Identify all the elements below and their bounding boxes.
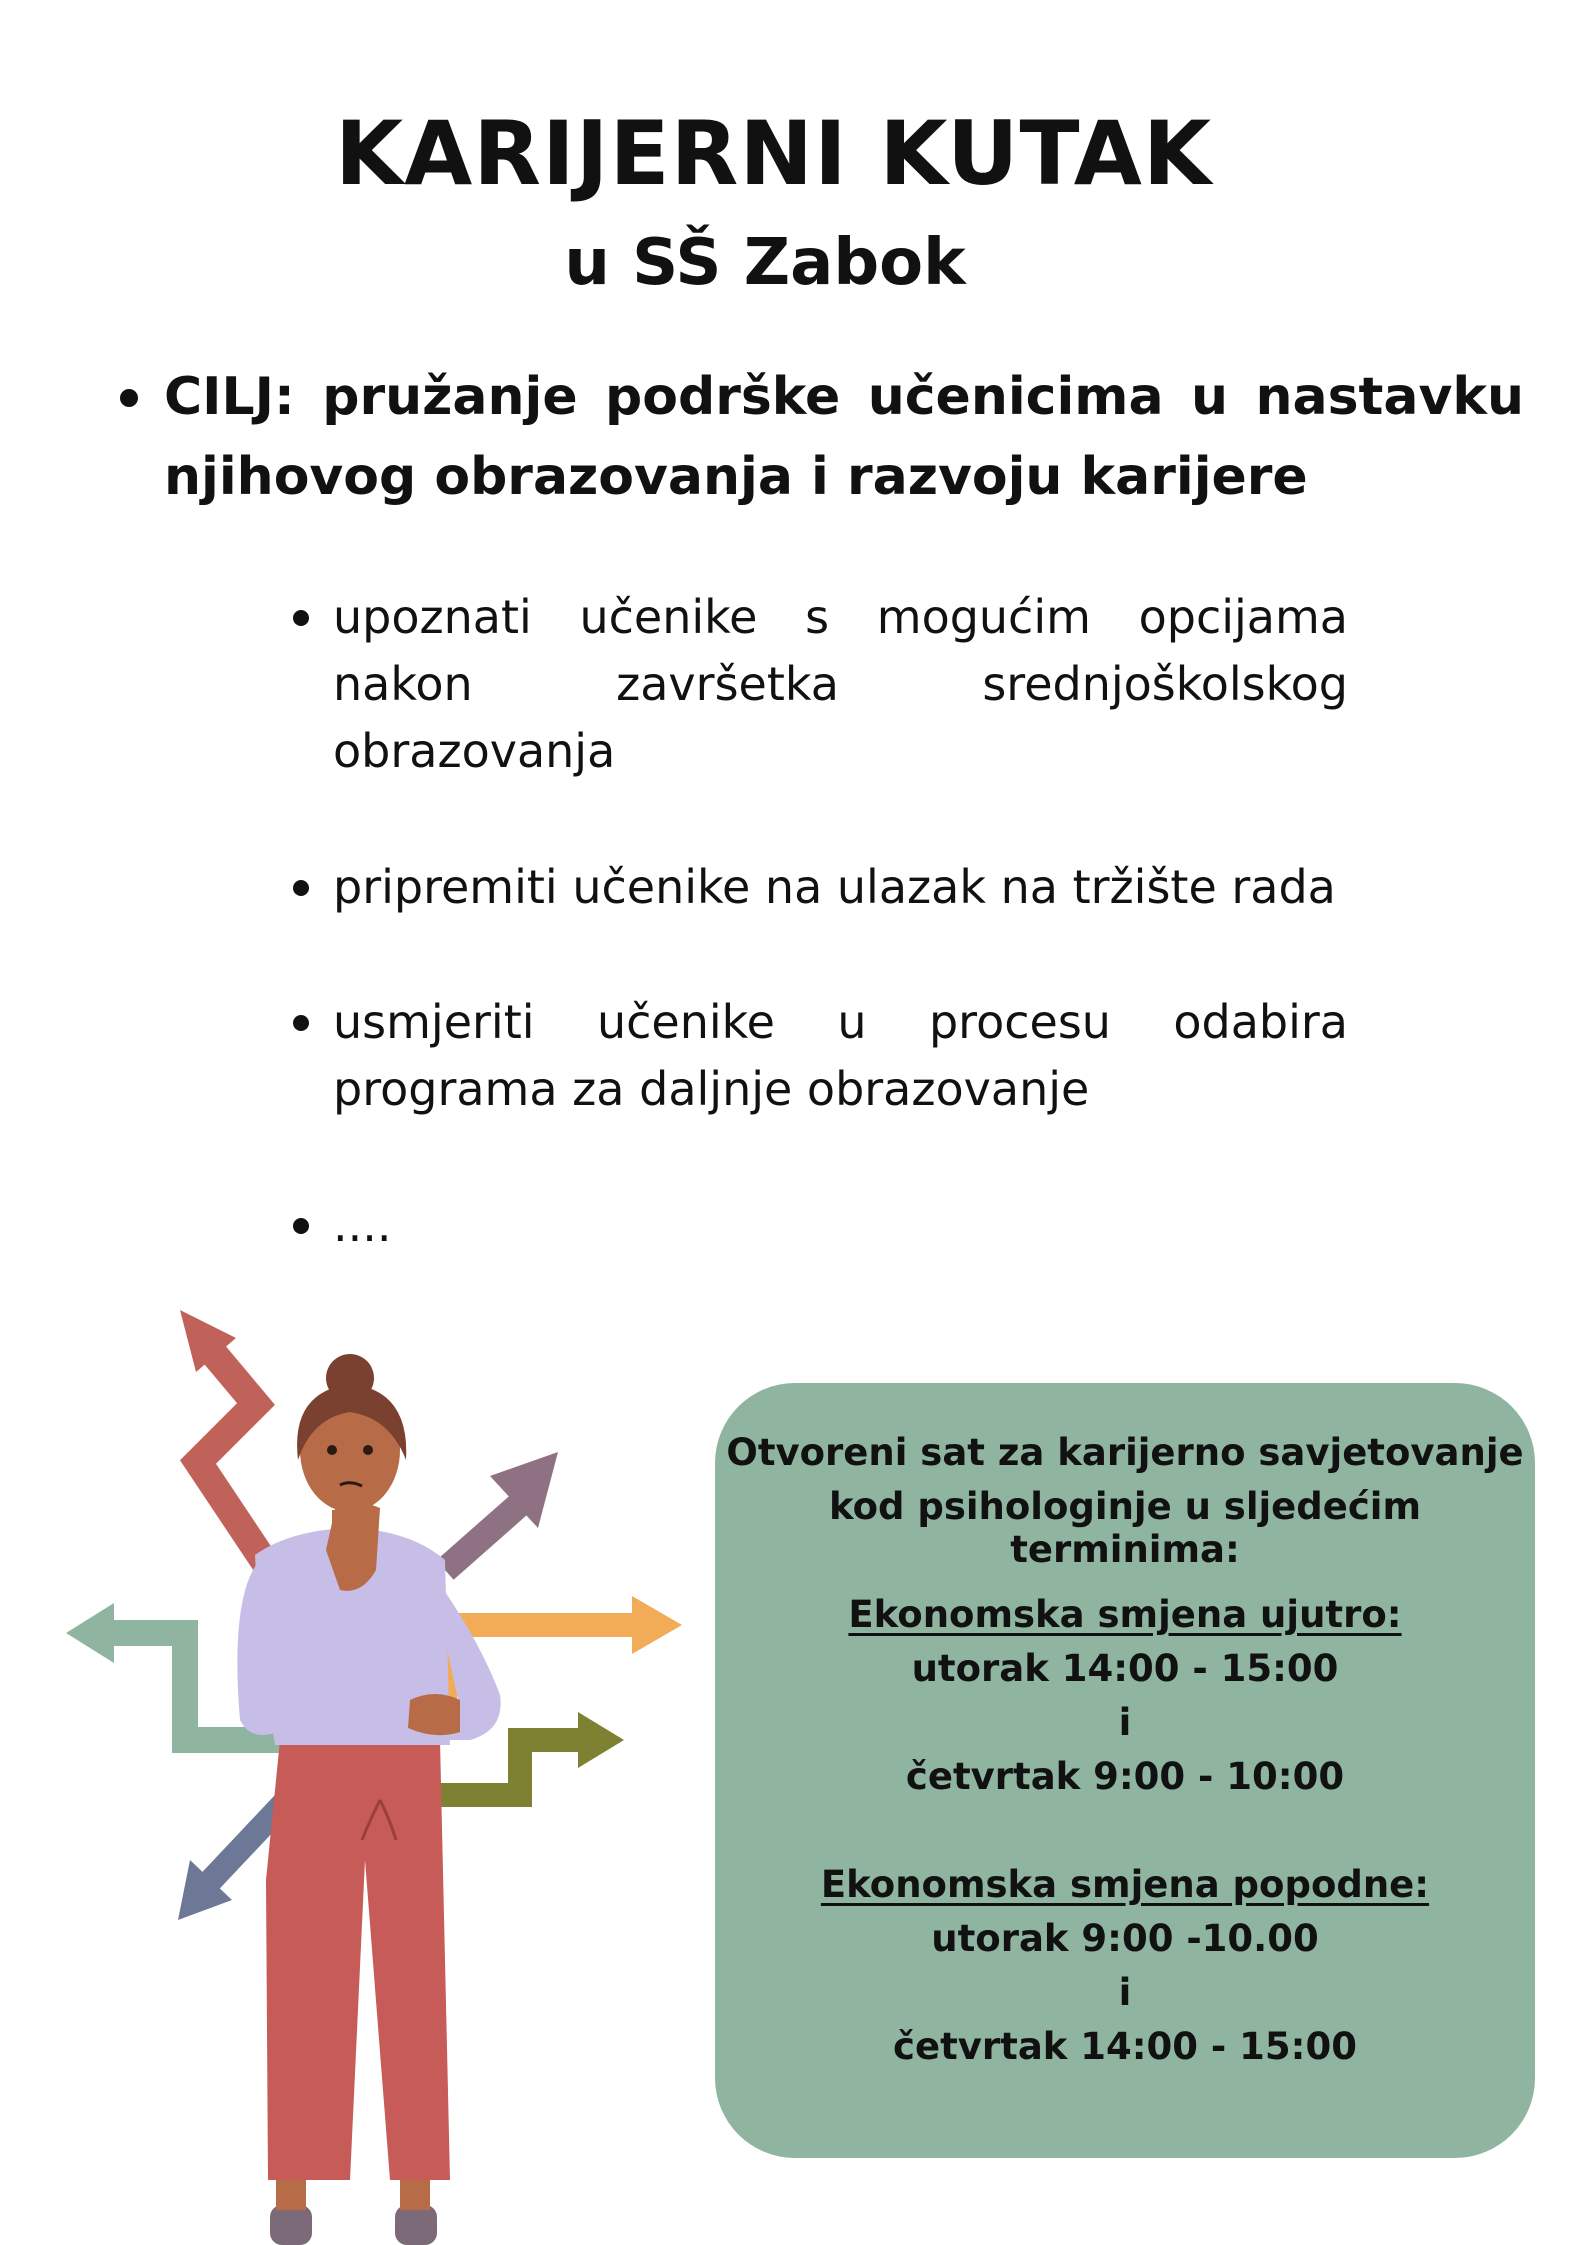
page-subtitle: u SŠ Zabok [564,226,966,300]
list-item: .... [333,1198,392,1252]
morning-shift-heading: Ekonomska smjena ujutro: [848,1593,1402,1636]
page-title: KARIJERNI KUTAK [334,102,1213,205]
list-item: pripremiti učenike na ulazak na tržište rada [333,860,1336,914]
hand-on-hip [408,1694,460,1735]
goal-text: CILJ: pružanje podrške učenicima u nastavku njihovog obrazovanja i razvoju karijere [164,367,1524,507]
schedule-intro-line1: Otvoreni sat za karijerno savjetovanje [726,1431,1524,1474]
schedule-box [715,1383,1535,2158]
morning-joiner: i [1118,1701,1132,1744]
list-bullet [293,880,309,896]
olive-arrowhead [578,1712,624,1768]
schedule-intro-line2: kod psihologinje u sljedećim terminima: [828,1485,1422,1571]
afternoon-slot-2: četvrtak 14:00 - 15:00 [893,2025,1357,2068]
pants [266,1740,450,2180]
hair-bun [326,1354,374,1402]
orange-arrowhead [632,1596,682,1654]
list-bullet [293,1015,309,1031]
list-bullet [293,610,309,626]
afternoon-shift-heading: Ekonomska smjena popodne: [820,1863,1430,1906]
afternoon-joiner: i [1118,1971,1132,2014]
shoe-left [270,2205,312,2245]
career-choices-illustration [50,1300,690,2245]
goal-bullet [120,389,138,407]
olive-arrow [440,1740,585,1795]
list-bullet [293,1218,309,1234]
morning-slot-2: četvrtak 9:00 - 10:00 [905,1755,1345,1798]
mauve-arrow [445,1495,530,1570]
sage-arrowhead [66,1603,114,1663]
shoe-right [395,2205,437,2245]
list-item: upoznati učenike s mogućim opcijama nakon završetka srednjoškolskog obrazovanja [333,590,1348,778]
list-item: usmjeriti učenike u procesu odabira programa za daljnje obrazovanje [333,995,1348,1116]
afternoon-slot-1: utorak 9:00 -10.00 [931,1917,1319,1960]
morning-slot-1: utorak 14:00 - 15:00 [911,1647,1339,1690]
